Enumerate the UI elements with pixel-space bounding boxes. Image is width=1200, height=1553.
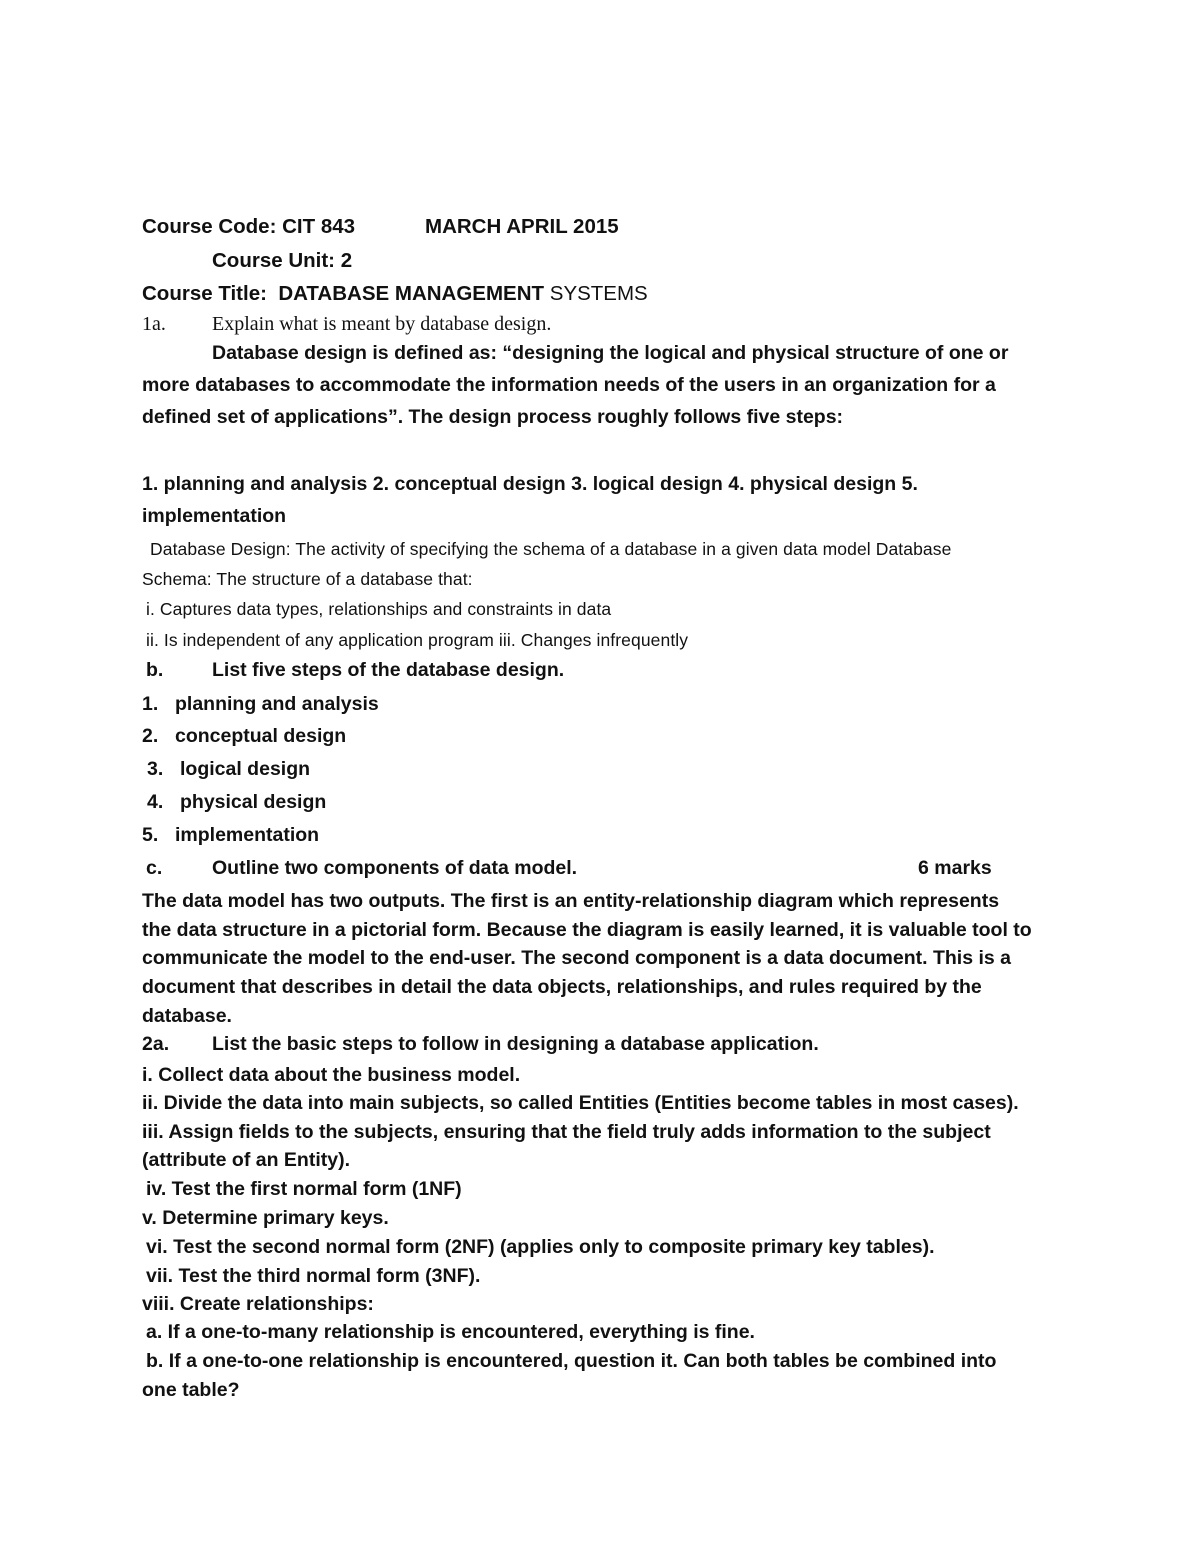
question-2a <box>142 1030 819 1058</box>
question-1c <box>146 854 992 882</box>
question-1c-label: c. <box>146 857 163 879</box>
step-line: i. Collect data about the business model. <box>142 1064 521 1086</box>
question-1b-label: b. <box>146 659 164 681</box>
header-line-code-date <box>142 213 619 241</box>
course-unit: Course Unit: 2 <box>212 249 353 272</box>
list-item <box>142 821 319 849</box>
question-1a <box>142 310 551 338</box>
list-item-text: physical design <box>180 791 327 813</box>
list-item-number: 4. <box>147 791 164 813</box>
question-1a-label: 1a. <box>142 313 166 335</box>
question-1c-text: Outline two components of data model. <box>212 857 578 879</box>
list-item <box>147 788 326 816</box>
question-2a-text: List the basic steps to follow in designing a database application. <box>212 1033 819 1055</box>
list-item <box>147 755 310 783</box>
step-line: one table? <box>142 1379 240 1401</box>
list-item-number: 2. <box>142 725 159 747</box>
list-item-number: 5. <box>142 824 159 846</box>
step-line: a. If a one-to-many relationship is encountered, everything is fine. <box>146 1321 755 1343</box>
schema-line-2: Schema: The structure of a database that: <box>142 569 473 589</box>
step-line: v. Determine primary keys. <box>142 1207 389 1229</box>
list-item-text: implementation <box>175 824 320 846</box>
answer-1c-line-2: the data structure in a pictorial form. Because the diagram is easily learned, it is valuable tool to <box>142 919 1032 941</box>
step-line: viii. Create relationships: <box>142 1293 374 1315</box>
list-item <box>142 690 379 718</box>
course-code: Course Code: CIT 843 <box>142 215 356 238</box>
step-line: (attribute of an Entity). <box>142 1149 350 1171</box>
answer-1a-line-1: Database design is defined as: “designing the logical and physical structure of one or <box>212 342 1009 364</box>
question-1b <box>146 656 564 684</box>
course-title-rest: SYSTEMS <box>549 282 648 305</box>
list-item-text: conceptual design <box>175 725 347 747</box>
question-1a-text: Explain what is meant by database design. <box>212 313 552 335</box>
answer-1c-line-1: The data model has two outputs. The first is an entity-relationship diagram which represents <box>142 890 1000 912</box>
steps-inline-line-1: 1. planning and analysis 2. conceptual design 3. logical design 4. physical design 5. <box>142 473 918 495</box>
step-line: iv. Test the first normal form (1NF) <box>146 1178 462 1200</box>
course-title <box>142 280 648 308</box>
list-item-number: 3. <box>147 758 164 780</box>
list-item-text: planning and analysis <box>175 693 379 715</box>
answer-1a-line-2: more databases to accommodate the information needs of the users in an organization for a <box>142 374 996 396</box>
answer-1c-line-4: document that describes in detail the data objects, relationships, and rules required by the <box>142 976 982 998</box>
list-item-number: 1. <box>142 693 159 715</box>
schema-line-4: ii. Is independent of any application program iii. Changes infrequently <box>146 630 689 650</box>
list-item-text: logical design <box>180 758 311 780</box>
step-line: ii. Divide the data into main subjects, so called Entities (Entities become tables in most cases). <box>142 1092 1019 1114</box>
steps-inline-line-2: implementation <box>142 505 287 527</box>
step-line: vi. Test the second normal form (2NF) (applies only to composite primary key tables). <box>146 1236 935 1258</box>
question-2a-label: 2a. <box>142 1033 170 1055</box>
step-line: vii. Test the third normal form (3NF). <box>146 1265 481 1287</box>
answer-1c-line-5: database. <box>142 1005 232 1027</box>
answer-1a-line-3: defined set of applications”. The design process roughly follows five steps: <box>142 406 844 428</box>
schema-line-3: i. Captures data types, relationships and constraints in data <box>146 599 612 619</box>
question-1b-text: List five steps of the database design. <box>212 659 565 681</box>
marks-label: 6 marks <box>918 857 992 879</box>
answer-1c-line-3: communicate the model to the end-user. The second component is a data document. This is a <box>142 947 1011 969</box>
step-line: iii. Assign fields to the subjects, ensuring that the field truly adds information to the subject <box>142 1121 991 1143</box>
exam-date: MARCH APRIL 2015 <box>425 215 619 238</box>
course-title-label: Course Title: <box>142 282 267 305</box>
course-title-bold: DATABASE MANAGEMENT <box>278 282 545 305</box>
schema-line-1: Database Design: The activity of specifying the schema of a database in a given data model Database <box>150 539 952 559</box>
list-item <box>142 722 346 750</box>
step-line: b. If a one-to-one relationship is encountered, question it. Can both tables be combined into <box>146 1350 997 1372</box>
